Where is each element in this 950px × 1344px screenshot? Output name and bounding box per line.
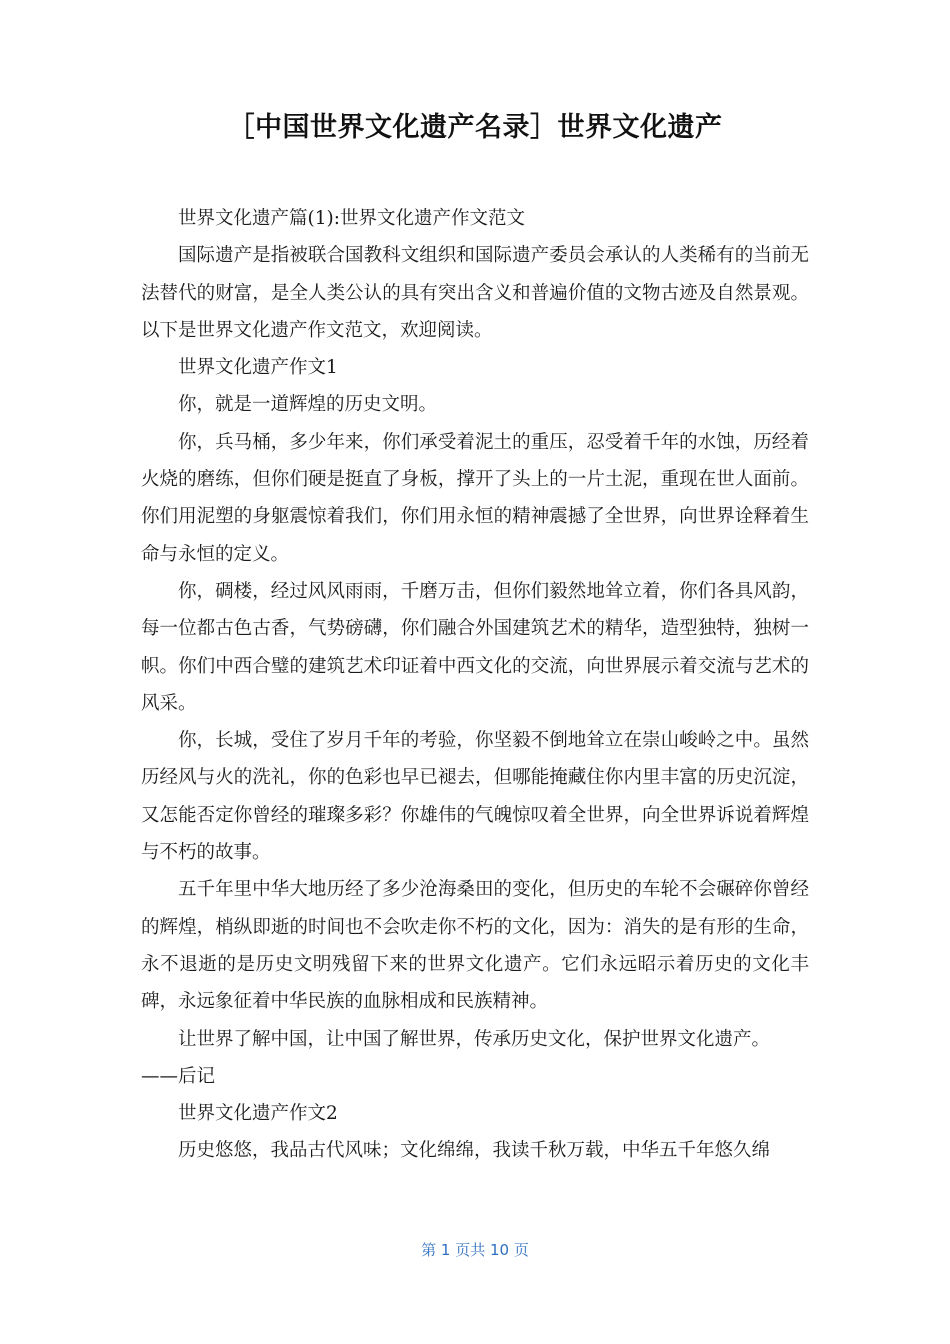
paragraph: 让世界了解中国，让中国了解世界，传承历史文化，保护世界文化遗产。 — [178, 1028, 771, 1050]
paragraph: 历史悠悠，我品古代风味；文化绵绵，我读千秋万载，中华五千年悠久绵 — [178, 1140, 771, 1162]
paragraph: 国际遗产是指被联合国教科文组织和国际遗产委员会承认的人类稀有的当前无法替代的财富，是全人类公认的具有突出含义和普遍价值的文物古迹及自然景观。以下是世界文化遗产作文范文，欢迎阅读。 — [141, 245, 809, 341]
paragraph: 你，碉楼，经过风风雨雨，千磨万击，但你们毅然地耸立着，你们各具风韵，每一位都古色古香，气势磅礴，你们融合外国建筑艺术的精华，造型独特，独树一帜。你们中西合璧的建筑艺术印证着中西文化的交流，向世界展示着交流与艺术的风采。 — [141, 580, 809, 714]
afterword-label: ——后记 — [141, 1065, 216, 1087]
paragraph: 你，兵马桶，多少年来，你们承受着泥土的重压，忍受着千年的水蚀，历经着火烧的磨练，但你们硬是挺直了身板，撑开了头上的一片土泥，重现在世人面前。你们用泥塑的身躯震惊着我们，你们用永恒的精神震撼了全世界，向世界诠释着生命与永恒的定义。 — [141, 431, 809, 565]
essay-heading: 世界文化遗产作文1 — [178, 357, 338, 379]
essay-heading: 世界文化遗产作文2 — [178, 1103, 338, 1125]
paragraph: 你，就是一道辉煌的历史文明。 — [178, 394, 438, 416]
document-body — [141, 200, 809, 1170]
document-title: ［中国世界文化遗产名录］世界文化遗产 — [227, 112, 723, 143]
paragraph: 五千年里中华大地历经了多少沧海桑田的变化，但历史的车轮不会碾碎你曾经的辉煌，梢纵即逝的时间也不会吹走你不朽的文化，因为：消失的是有形的生命，永不退逝的是历史文明残留下来的世界文化遗产。它们永远昭示着历史的文化丰碑，永远象征着中华民族的血脉相成和民族精神。 — [141, 879, 809, 1013]
page-number-footer: 第 1 页共 10 页 — [421, 1241, 529, 1259]
section-heading: 世界文化遗产篇(1):世界文化遗产作文范文 — [178, 208, 525, 229]
paragraph: 你，长城，受住了岁月千年的考验，你坚毅不倒地耸立在崇山峻岭之中。虽然历经风与火的洗礼，你的色彩也早已褪去，但哪能掩藏住你内里丰富的历史沉淀，又怎能否定你曾经的璀璨多彩？你雄伟的气魄惊叹着全世界，向全世界诉说着辉煌与不朽的故事。 — [141, 730, 809, 864]
